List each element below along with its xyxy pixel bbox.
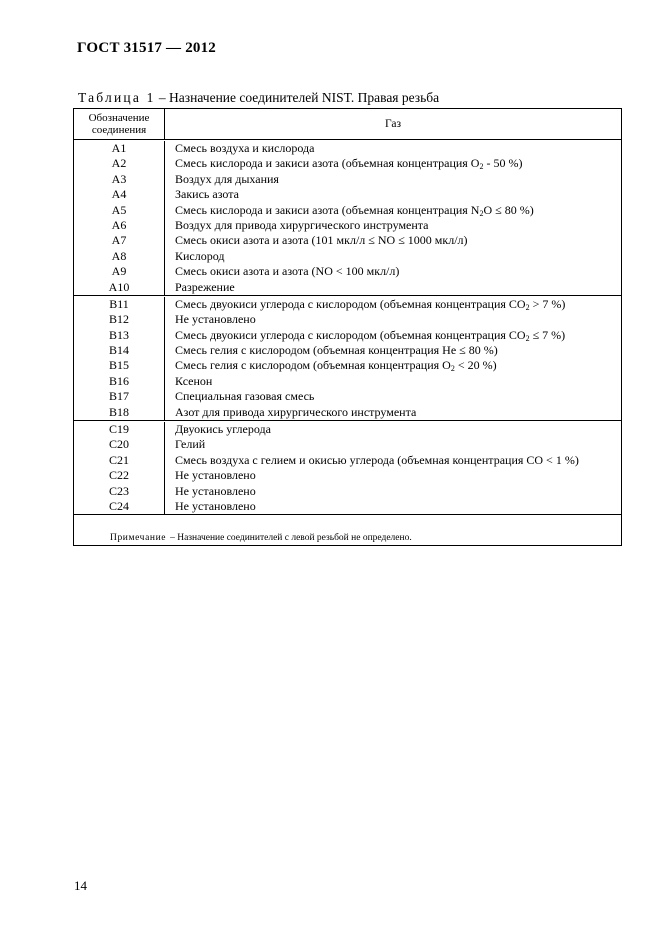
connector-code: B12 xyxy=(74,312,165,327)
table-row xyxy=(74,312,621,327)
note-label: Примечание xyxy=(110,533,167,544)
page-number: 14 xyxy=(74,878,87,893)
connector-code: A6 xyxy=(74,218,165,233)
table-group xyxy=(74,140,621,296)
table-caption xyxy=(78,90,439,106)
connector-code: A2 xyxy=(74,156,165,171)
connector-code: B14 xyxy=(74,343,165,358)
table-row xyxy=(74,249,621,264)
gas-text: Ксенон xyxy=(175,373,213,388)
gas-description xyxy=(165,187,621,202)
gas-text-tail: ≤ 7 %) xyxy=(529,327,566,342)
table-row xyxy=(74,437,621,452)
table-group xyxy=(74,296,621,421)
gas-description xyxy=(165,264,621,279)
table-header-row xyxy=(74,109,621,140)
gas-text: Разрежение xyxy=(175,279,235,294)
table-row xyxy=(74,484,621,499)
table-row xyxy=(74,328,621,343)
table-row xyxy=(74,187,621,202)
gas-subscript: 2 xyxy=(450,364,455,374)
gas-description xyxy=(165,203,621,218)
gas-subscript: 2 xyxy=(525,333,530,343)
connector-code: C24 xyxy=(74,499,165,514)
gas-description xyxy=(165,233,621,248)
table-row xyxy=(74,358,621,373)
connectors-table xyxy=(73,108,622,546)
gas-text: Не установлено xyxy=(175,498,256,513)
gas-text: Не установлено xyxy=(175,468,256,483)
header-designation xyxy=(74,109,165,139)
gas-description xyxy=(165,468,621,483)
connector-code: C22 xyxy=(74,468,165,483)
connector-code: B16 xyxy=(74,374,165,389)
table-caption-label: Таблица 1 xyxy=(78,90,156,105)
gas-text: Смесь двуокиси углерода с кислородом (объемная концентрация CO xyxy=(175,327,526,342)
note-text: – Назначение соединителей с левой резьбой не определено. xyxy=(170,533,412,544)
gas-text: Кислород xyxy=(175,248,225,263)
gas-text: Смесь кислорода и закиси азота (объемная концентрация O xyxy=(175,156,480,171)
gas-description xyxy=(165,280,621,295)
table-row xyxy=(74,140,621,156)
gas-text: Смесь гелия с кислородом (объемная концентрация He ≤ 80 %) xyxy=(175,343,498,358)
gas-text: Не установлено xyxy=(175,312,256,327)
table-row xyxy=(74,233,621,248)
gas-description xyxy=(165,389,621,404)
table-group xyxy=(74,421,621,515)
connector-code: C21 xyxy=(74,453,165,468)
connector-code: B17 xyxy=(74,389,165,404)
gas-text: Смесь воздуха с гелием и окисью углерода (объемная концентрация CO < 1 %) xyxy=(175,452,579,467)
table-row xyxy=(74,172,621,187)
connector-code: A8 xyxy=(74,249,165,264)
table-row xyxy=(74,296,621,312)
connector-code: A4 xyxy=(74,187,165,202)
gas-description xyxy=(165,312,621,327)
gas-description xyxy=(165,405,621,420)
table-row xyxy=(74,203,621,218)
table-row xyxy=(74,421,621,437)
gas-description xyxy=(165,172,621,187)
gas-text-tail: < 20 %) xyxy=(454,358,497,373)
gas-text: Закись азота xyxy=(175,187,239,202)
gas-text: Двуокись углерода xyxy=(175,422,271,437)
gas-text: Смесь кислорода и закиси азота (объемная концентрация N xyxy=(175,202,480,217)
connector-code: C19 xyxy=(74,422,165,437)
gas-text: Специальная газовая смесь xyxy=(175,389,315,404)
gas-subscript: 2 xyxy=(479,162,484,172)
gas-description xyxy=(165,499,621,514)
table-row xyxy=(74,389,621,404)
gas-description xyxy=(165,422,621,437)
gas-description xyxy=(165,328,621,343)
connector-code: C20 xyxy=(74,437,165,452)
header-gas: Газ xyxy=(384,118,401,130)
gas-text-tail: > 7 %) xyxy=(529,296,566,311)
gas-description xyxy=(165,374,621,389)
gas-text: Воздух для привода хирургического инструмента xyxy=(175,217,429,232)
table-row xyxy=(74,499,621,514)
connector-code: B11 xyxy=(74,297,165,312)
connector-code: A3 xyxy=(74,172,165,187)
table-row xyxy=(74,218,621,233)
gas-description xyxy=(165,156,621,171)
gas-description xyxy=(165,249,621,264)
gas-text: Азот для привода хирургического инструмента xyxy=(175,404,417,419)
gas-text: Смесь гелия с кислородом (объемная концентрация O xyxy=(175,358,451,373)
connector-code: A9 xyxy=(74,264,165,279)
table-row xyxy=(74,156,621,171)
document-header: ГОСТ 31517 — 2012 xyxy=(77,40,217,56)
connector-code: B15 xyxy=(74,358,165,373)
connector-code: B18 xyxy=(74,405,165,420)
connector-code: C23 xyxy=(74,484,165,499)
connector-code: A5 xyxy=(74,203,165,218)
table-caption-text: – Назначение соединителей NIST. Правая резьба xyxy=(158,90,440,105)
gas-description xyxy=(165,297,621,312)
gas-description xyxy=(165,141,621,156)
gas-description xyxy=(165,437,621,452)
gas-text-tail: O ≤ 80 %) xyxy=(483,202,534,217)
gas-text: Смесь воздуха и кислорода xyxy=(175,141,315,155)
table-note xyxy=(74,515,621,545)
table-row xyxy=(74,374,621,389)
gas-subscript: 2 xyxy=(525,302,530,312)
table-row xyxy=(74,405,621,420)
header-designation-line1: Обозначение xyxy=(88,112,150,124)
gas-text-tail: - 50 %) xyxy=(483,156,523,171)
table-row xyxy=(74,468,621,483)
gas-text: Смесь окиси азота и азота (101 мкл/л ≤ NO ≤ 1000 мкл/л) xyxy=(175,233,468,248)
gas-text: Смесь окиси азота и азота (NO < 100 мкл/л) xyxy=(175,264,400,279)
connector-code: A10 xyxy=(74,280,165,295)
table-body xyxy=(74,140,621,515)
table-row xyxy=(74,264,621,279)
table-row xyxy=(74,453,621,468)
gas-text: Не установлено xyxy=(175,483,256,498)
table-row xyxy=(74,343,621,358)
gas-description xyxy=(165,343,621,358)
connector-code: B13 xyxy=(74,328,165,343)
gas-text: Смесь двуокиси углерода с кислородом (объемная концентрация CO xyxy=(175,296,526,311)
gas-text: Воздух для дыхания xyxy=(175,171,279,186)
connector-code: A7 xyxy=(74,233,165,248)
gas-description xyxy=(165,484,621,499)
table-row xyxy=(74,280,621,295)
gas-description xyxy=(165,218,621,233)
connector-code: A1 xyxy=(74,141,165,156)
gas-description xyxy=(165,453,621,468)
gas-subscript: 2 xyxy=(479,208,484,218)
gas-text: Гелий xyxy=(175,437,206,452)
header-designation-line2: соединения xyxy=(91,124,147,136)
gas-description xyxy=(165,358,621,373)
